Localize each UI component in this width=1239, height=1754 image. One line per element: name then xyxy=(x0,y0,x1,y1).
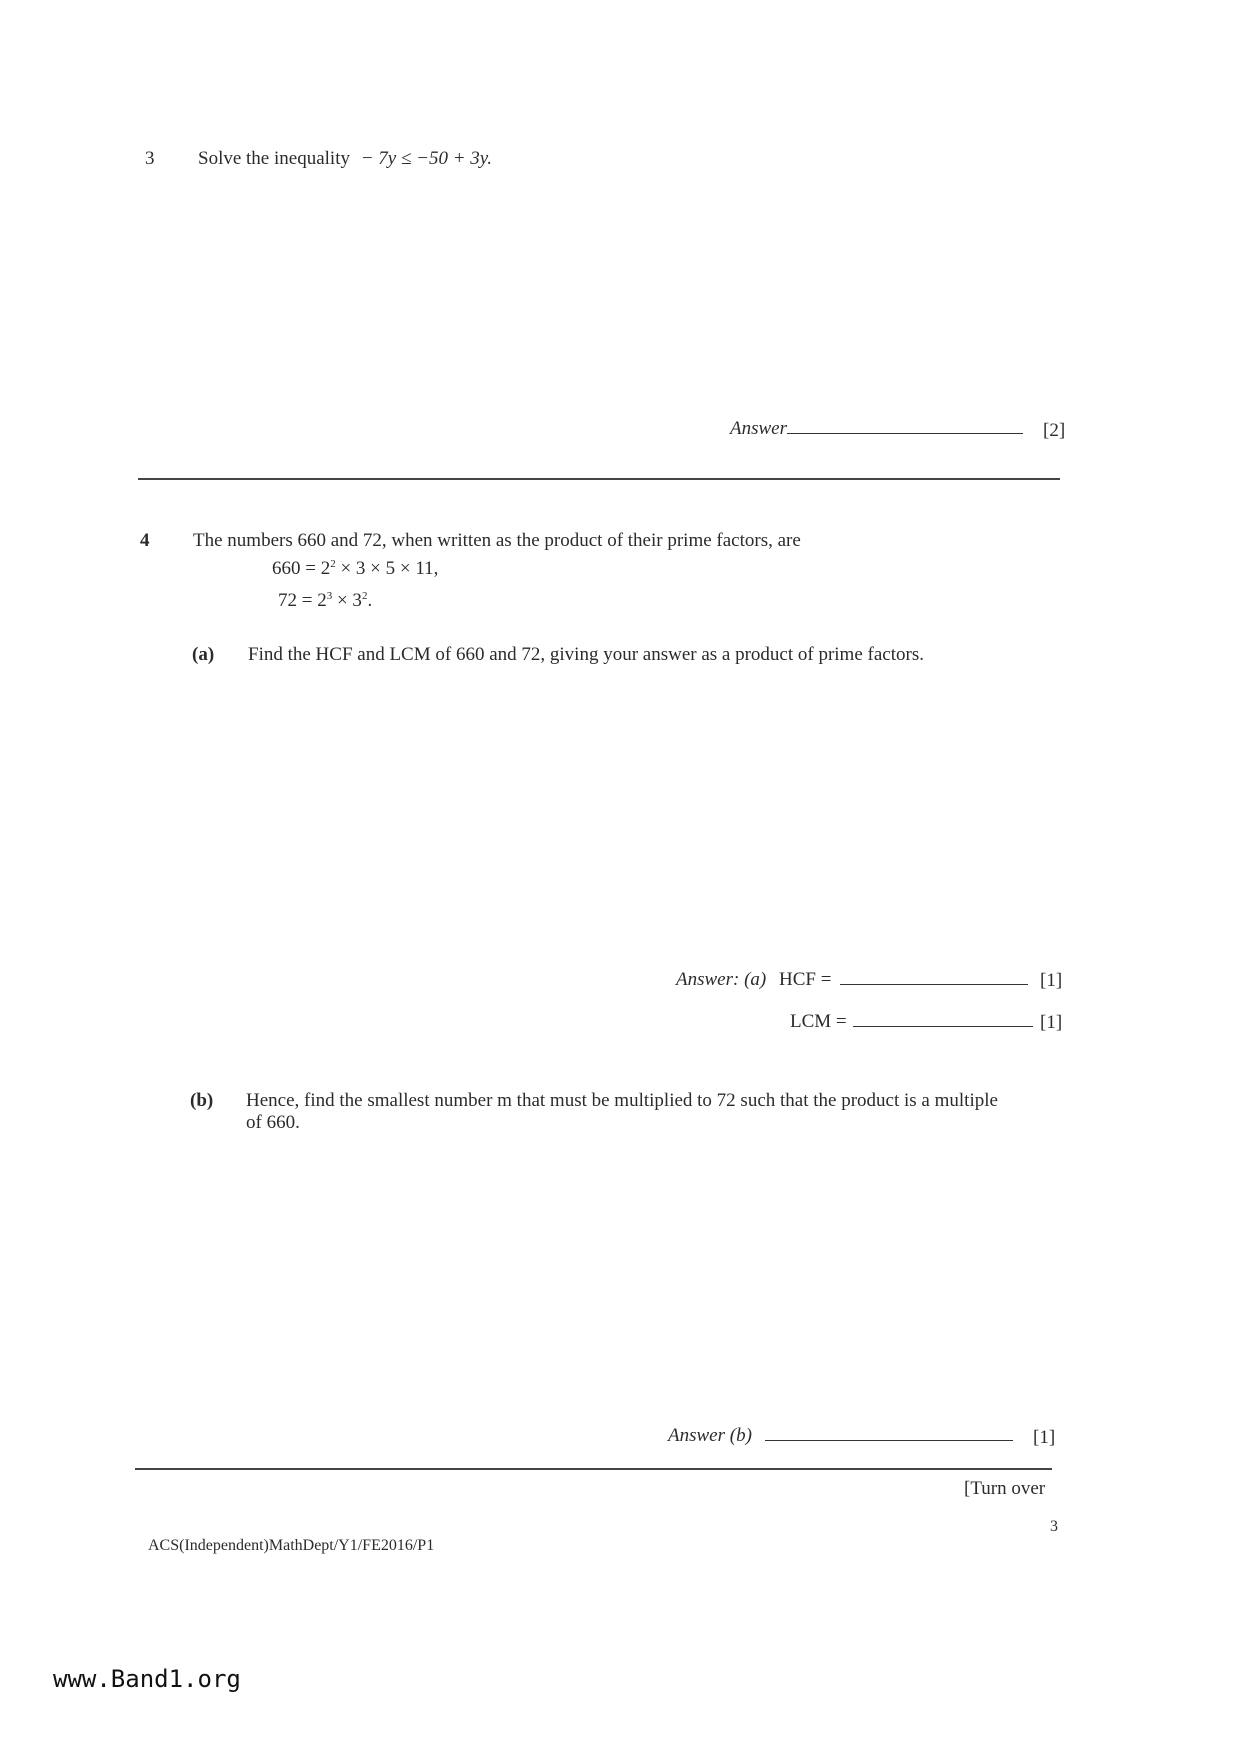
q3-inequality: − 7y ≤ −50 + 3y. xyxy=(360,148,492,169)
q3-answer-label: Answer xyxy=(730,418,787,439)
q4a-lcm-line xyxy=(790,1011,1033,1033)
eq1-end: , xyxy=(433,558,439,579)
q3-answer-line xyxy=(730,418,1023,440)
q4a-lcm-blank[interactable] xyxy=(853,1026,1033,1027)
q4a-label: (a) xyxy=(192,644,215,665)
watermark: www.Band1.org xyxy=(53,1665,241,1693)
section-divider-2 xyxy=(135,1468,1052,1470)
q4b-answer-label: Answer (b) xyxy=(668,1425,752,1446)
q4a-lcm-label: LCM = xyxy=(790,1011,847,1032)
q3-answer-blank[interactable] xyxy=(787,433,1023,434)
q4a-text: Find the HCF and LCM of 660 and 72, giving your answer as a product of prime factors. xyxy=(248,644,924,665)
q4b-text-line2: of 660. xyxy=(246,1112,300,1133)
q4a-hcf-blank[interactable] xyxy=(840,984,1028,985)
q4b-text-line1: Hence, find the smallest number m that must be multiplied to 72 such that the product is a multiple xyxy=(246,1090,998,1111)
q4-intro: The numbers 660 and 72, when written as the product of their prime factors, are xyxy=(193,530,801,551)
doc-code: ACS(Independent)MathDept/Y1/FE2016/P1 xyxy=(148,1537,435,1554)
q3-prompt xyxy=(198,148,492,170)
turn-over: [Turn over xyxy=(964,1478,1046,1499)
eq2-exponent-1: 3 xyxy=(326,590,333,602)
eq2-exponent-2: 2 xyxy=(361,590,368,602)
eq2-mid: × 3 xyxy=(336,590,362,611)
q4a-answer-label: Answer: (a) xyxy=(676,969,767,990)
q4b-marks: [1] xyxy=(1033,1427,1056,1448)
q4-equation-660 xyxy=(272,558,438,580)
eq2-end: . xyxy=(367,590,373,611)
eq1-lhs: 660 = 2 xyxy=(272,558,331,579)
q4a-hcf-label: HCF = xyxy=(778,969,832,990)
q3-number: 3 xyxy=(145,148,155,169)
q4a-lcm-marks: [1] xyxy=(1040,1012,1063,1033)
page-number: 3 xyxy=(1050,1518,1058,1535)
q4b-answer-line xyxy=(668,1425,1013,1447)
q3-marks: [2] xyxy=(1043,420,1066,441)
eq2-lhs: 72 = 2 xyxy=(278,590,327,611)
eq1-exponent: 2 xyxy=(330,558,336,570)
q4b-answer-blank[interactable] xyxy=(765,1440,1013,1441)
eq1-rest: × 3 × 5 × 11 xyxy=(340,558,434,579)
q4a-hcf-marks: [1] xyxy=(1040,970,1063,991)
q3-prompt-prefix: Solve the inequality xyxy=(198,148,350,169)
q4b-label: (b) xyxy=(190,1090,214,1111)
q4-number: 4 xyxy=(140,530,150,551)
section-divider-1 xyxy=(138,478,1060,480)
q4a-hcf-line xyxy=(676,969,1028,991)
q4-equation-72 xyxy=(278,590,372,612)
